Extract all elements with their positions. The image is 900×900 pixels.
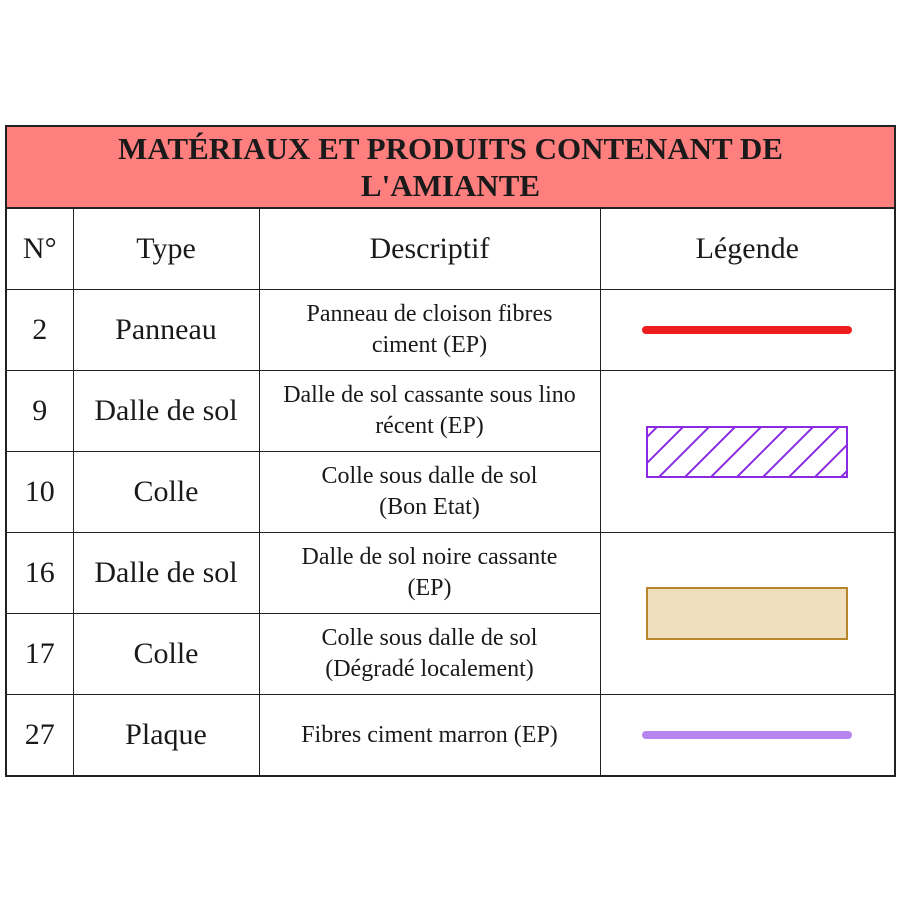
- row-type: Plaque: [73, 695, 259, 776]
- row-desc: [259, 290, 600, 371]
- row-num: 17: [7, 614, 73, 695]
- desc-line-2: (EP): [407, 575, 452, 601]
- red-line-symbol: [642, 326, 852, 334]
- row-type: Panneau: [73, 290, 259, 371]
- desc-line-1: Dalle de sol cassante sous lino: [283, 382, 576, 408]
- header-num: N°: [7, 209, 73, 290]
- row-type: Dalle de sol: [73, 371, 259, 452]
- header-desc: Descriptif: [259, 209, 600, 290]
- table-row: [7, 290, 894, 371]
- desc-line-1: Dalle de sol noire cassante: [301, 544, 558, 570]
- row-desc: [259, 371, 600, 452]
- lavender-line-symbol: [642, 731, 852, 739]
- row-num: 27: [7, 695, 73, 776]
- purple-hatched-rectangle-symbol: [646, 426, 848, 478]
- header-row: [7, 209, 894, 290]
- row-desc: [259, 614, 600, 695]
- desc-line-1: Colle sous dalle de sol: [321, 625, 538, 651]
- materials-table: [7, 209, 894, 775]
- table-title: MATÉRIAUX ET PRODUITS CONTENANT DE L'AMIANTE: [7, 127, 894, 209]
- legend-cell: [600, 371, 894, 533]
- asbestos-table: [5, 125, 896, 777]
- row-num: 9: [7, 371, 73, 452]
- row-type: Colle: [73, 452, 259, 533]
- legend-cell: [600, 695, 894, 776]
- desc-line-2: ciment (EP): [371, 332, 488, 358]
- row-num: 16: [7, 533, 73, 614]
- desc-line-1: Colle sous dalle de sol: [321, 463, 538, 489]
- desc-line-1: Fibres ciment marron (EP): [301, 721, 558, 748]
- table-row: [7, 695, 894, 776]
- desc-line-2: (Bon Etat): [379, 494, 480, 520]
- row-type: Dalle de sol: [73, 533, 259, 614]
- desc-line-2: récent (EP): [375, 413, 484, 439]
- header-legend: Légende: [600, 209, 894, 290]
- row-num: 2: [7, 290, 73, 371]
- row-type: Colle: [73, 614, 259, 695]
- row-desc: [259, 533, 600, 614]
- header-type: Type: [73, 209, 259, 290]
- table-row: [7, 533, 894, 614]
- table-row: [7, 371, 894, 452]
- row-desc: [259, 695, 600, 776]
- row-desc: [259, 452, 600, 533]
- desc-line-2: (Dégradé localement): [325, 656, 534, 682]
- legend-cell: [600, 290, 894, 371]
- desc-line-1: Panneau de cloison fibres: [306, 301, 553, 327]
- legend-cell: [600, 533, 894, 695]
- beige-rectangle-symbol: [646, 587, 848, 640]
- row-num: 10: [7, 452, 73, 533]
